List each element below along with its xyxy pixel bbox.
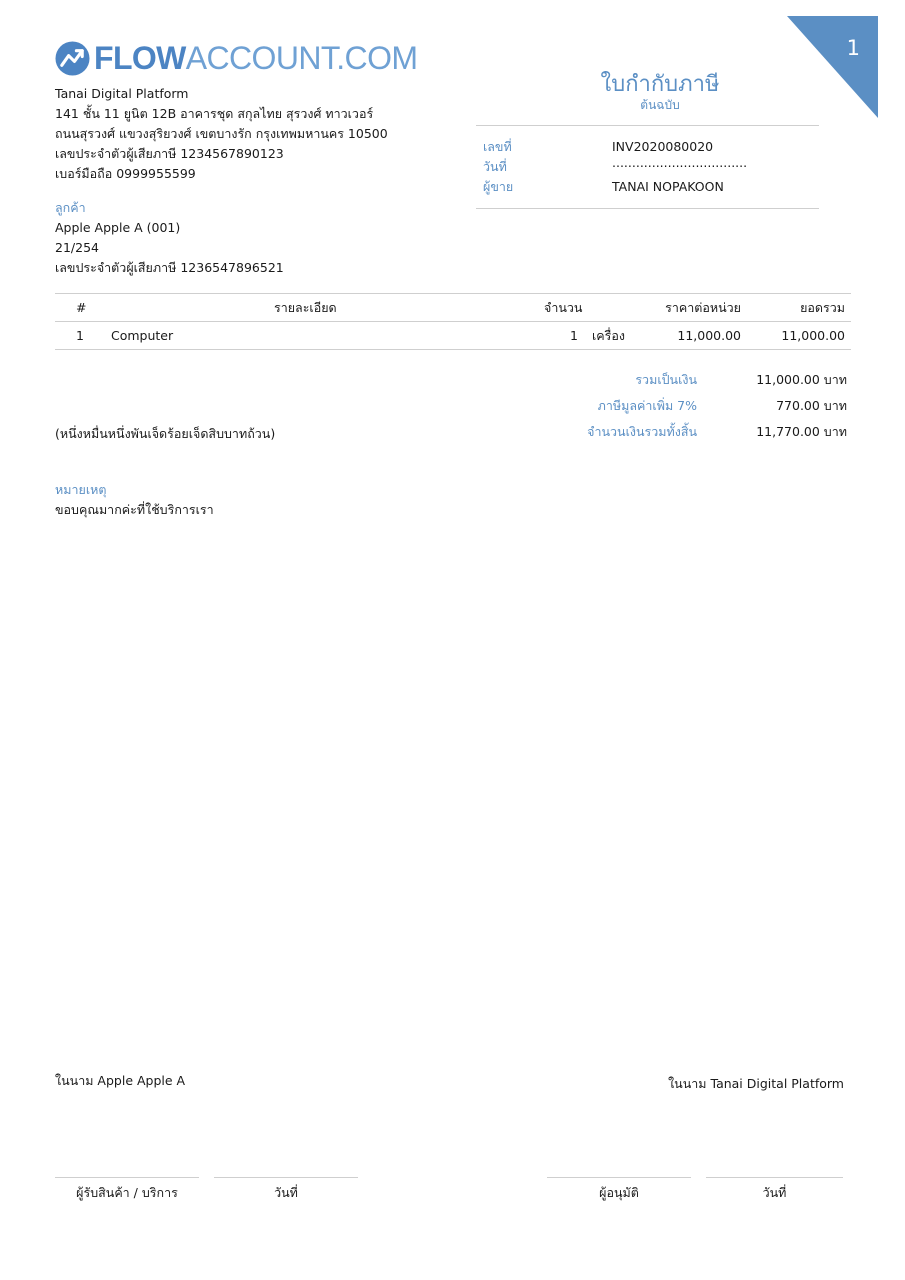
header-description: รายละเอียด xyxy=(274,300,337,315)
customer-address: 21/254 xyxy=(55,240,99,255)
subtotal-row xyxy=(0,370,905,390)
page-corner xyxy=(787,16,878,118)
row-amount: 11,000.00 xyxy=(781,328,845,343)
date-value: .................................. xyxy=(612,155,748,170)
vat-value: 770.00 บาท xyxy=(776,398,847,413)
vat-row xyxy=(0,396,905,416)
seller-address-line2: ถนนสุรวงศ์ แขวงสุริยวงศ์ เขตบางรัก กรุงเทพมหานคร 10500 xyxy=(55,126,388,141)
invoice-number-label: เลขที่ xyxy=(483,139,512,154)
document-meta xyxy=(476,125,819,209)
items-table xyxy=(55,293,851,350)
seller-phone: เบอร์มือถือ 0999955599 xyxy=(55,166,196,181)
grand-total-label: จำนวนเงินรวมทั้งสิ้น xyxy=(587,424,697,439)
logo-wordmark: FLOWACCOUNT.COM xyxy=(94,40,418,76)
row-unit-price: 11,000.00 xyxy=(677,328,741,343)
receiver-label: ผู้รับสินค้า / บริการ xyxy=(76,1185,178,1200)
subtotal-value: 11,000.00 บาท xyxy=(756,372,847,387)
row-description: Computer xyxy=(111,328,174,343)
seller-tax-id: เลขประจำตัวผู้เสียภาษี 1234567890123 xyxy=(55,146,284,161)
header-quantity: จำนวน xyxy=(544,300,583,315)
customer-info xyxy=(55,198,284,278)
date-label: วันที่ xyxy=(483,159,507,174)
header-unit-price: ราคาต่อหน่วย xyxy=(665,300,741,315)
company-logo xyxy=(55,38,417,78)
invoice-number: INV2020080020 xyxy=(612,139,714,154)
seller-value: TANAI NOPAKOON xyxy=(612,179,724,194)
receiver-signature-line xyxy=(55,1177,199,1178)
seller-label: ผู้ขาย xyxy=(483,179,514,194)
meta-row-date xyxy=(476,157,819,177)
customer-label: ลูกค้า xyxy=(55,200,86,215)
seller-info xyxy=(55,84,388,184)
subtotal-label: รวมเป็นเงิน xyxy=(635,372,697,387)
header-no: # xyxy=(76,300,87,315)
document-subtitle: ต้นฉบับ xyxy=(640,98,680,112)
approver-date-label: วันที่ xyxy=(762,1185,787,1200)
note-label: หมายเหตุ xyxy=(55,482,107,497)
header-amount: ยอดรวม xyxy=(800,300,845,315)
vat-label: ภาษีมูลค่าเพิ่ม 7% xyxy=(597,398,697,413)
customer-tax-id: เลขประจำตัวผู้เสียภาษี 1236547896521 xyxy=(55,260,284,275)
approver-date-line xyxy=(706,1177,843,1178)
document-title: ใบกำกับภาษี xyxy=(600,72,720,97)
trend-chart-icon xyxy=(55,41,90,76)
seller-name: Tanai Digital Platform xyxy=(55,86,189,101)
row-quantity: 1 xyxy=(570,328,578,343)
table-header xyxy=(55,293,851,322)
approver-signature-line xyxy=(547,1177,691,1178)
meta-row-seller xyxy=(476,177,819,197)
amount-in-words: (หนึ่งหมื่นหนึ่งพันเจ็ดร้อยเจ็ดสิบบาทถ้วน) xyxy=(55,426,276,441)
note-text: ขอบคุณมากค่ะที่ใช้บริการเรา xyxy=(55,502,214,517)
approver-label: ผู้อนุมัติ xyxy=(599,1185,639,1200)
page-number: 1 xyxy=(846,36,860,60)
seller-on-behalf: ในนาม Tanai Digital Platform xyxy=(668,1076,844,1091)
seller-address-line1: 141 ชั้น 11 ยูนิต 12B อาคารชุด สกุลไทย สุรวงศ์ ทาวเวอร์ xyxy=(55,106,374,121)
customer-name: Apple Apple A (001) xyxy=(55,220,181,235)
table-row xyxy=(55,322,851,350)
receiver-date-line xyxy=(214,1177,358,1178)
grand-total-value: 11,770.00 บาท xyxy=(756,424,847,439)
row-unit: เครื่อง xyxy=(592,328,625,343)
row-no: 1 xyxy=(76,328,84,343)
buyer-on-behalf: ในนาม Apple Apple A xyxy=(55,1073,186,1088)
receiver-date-label: วันที่ xyxy=(274,1185,298,1200)
